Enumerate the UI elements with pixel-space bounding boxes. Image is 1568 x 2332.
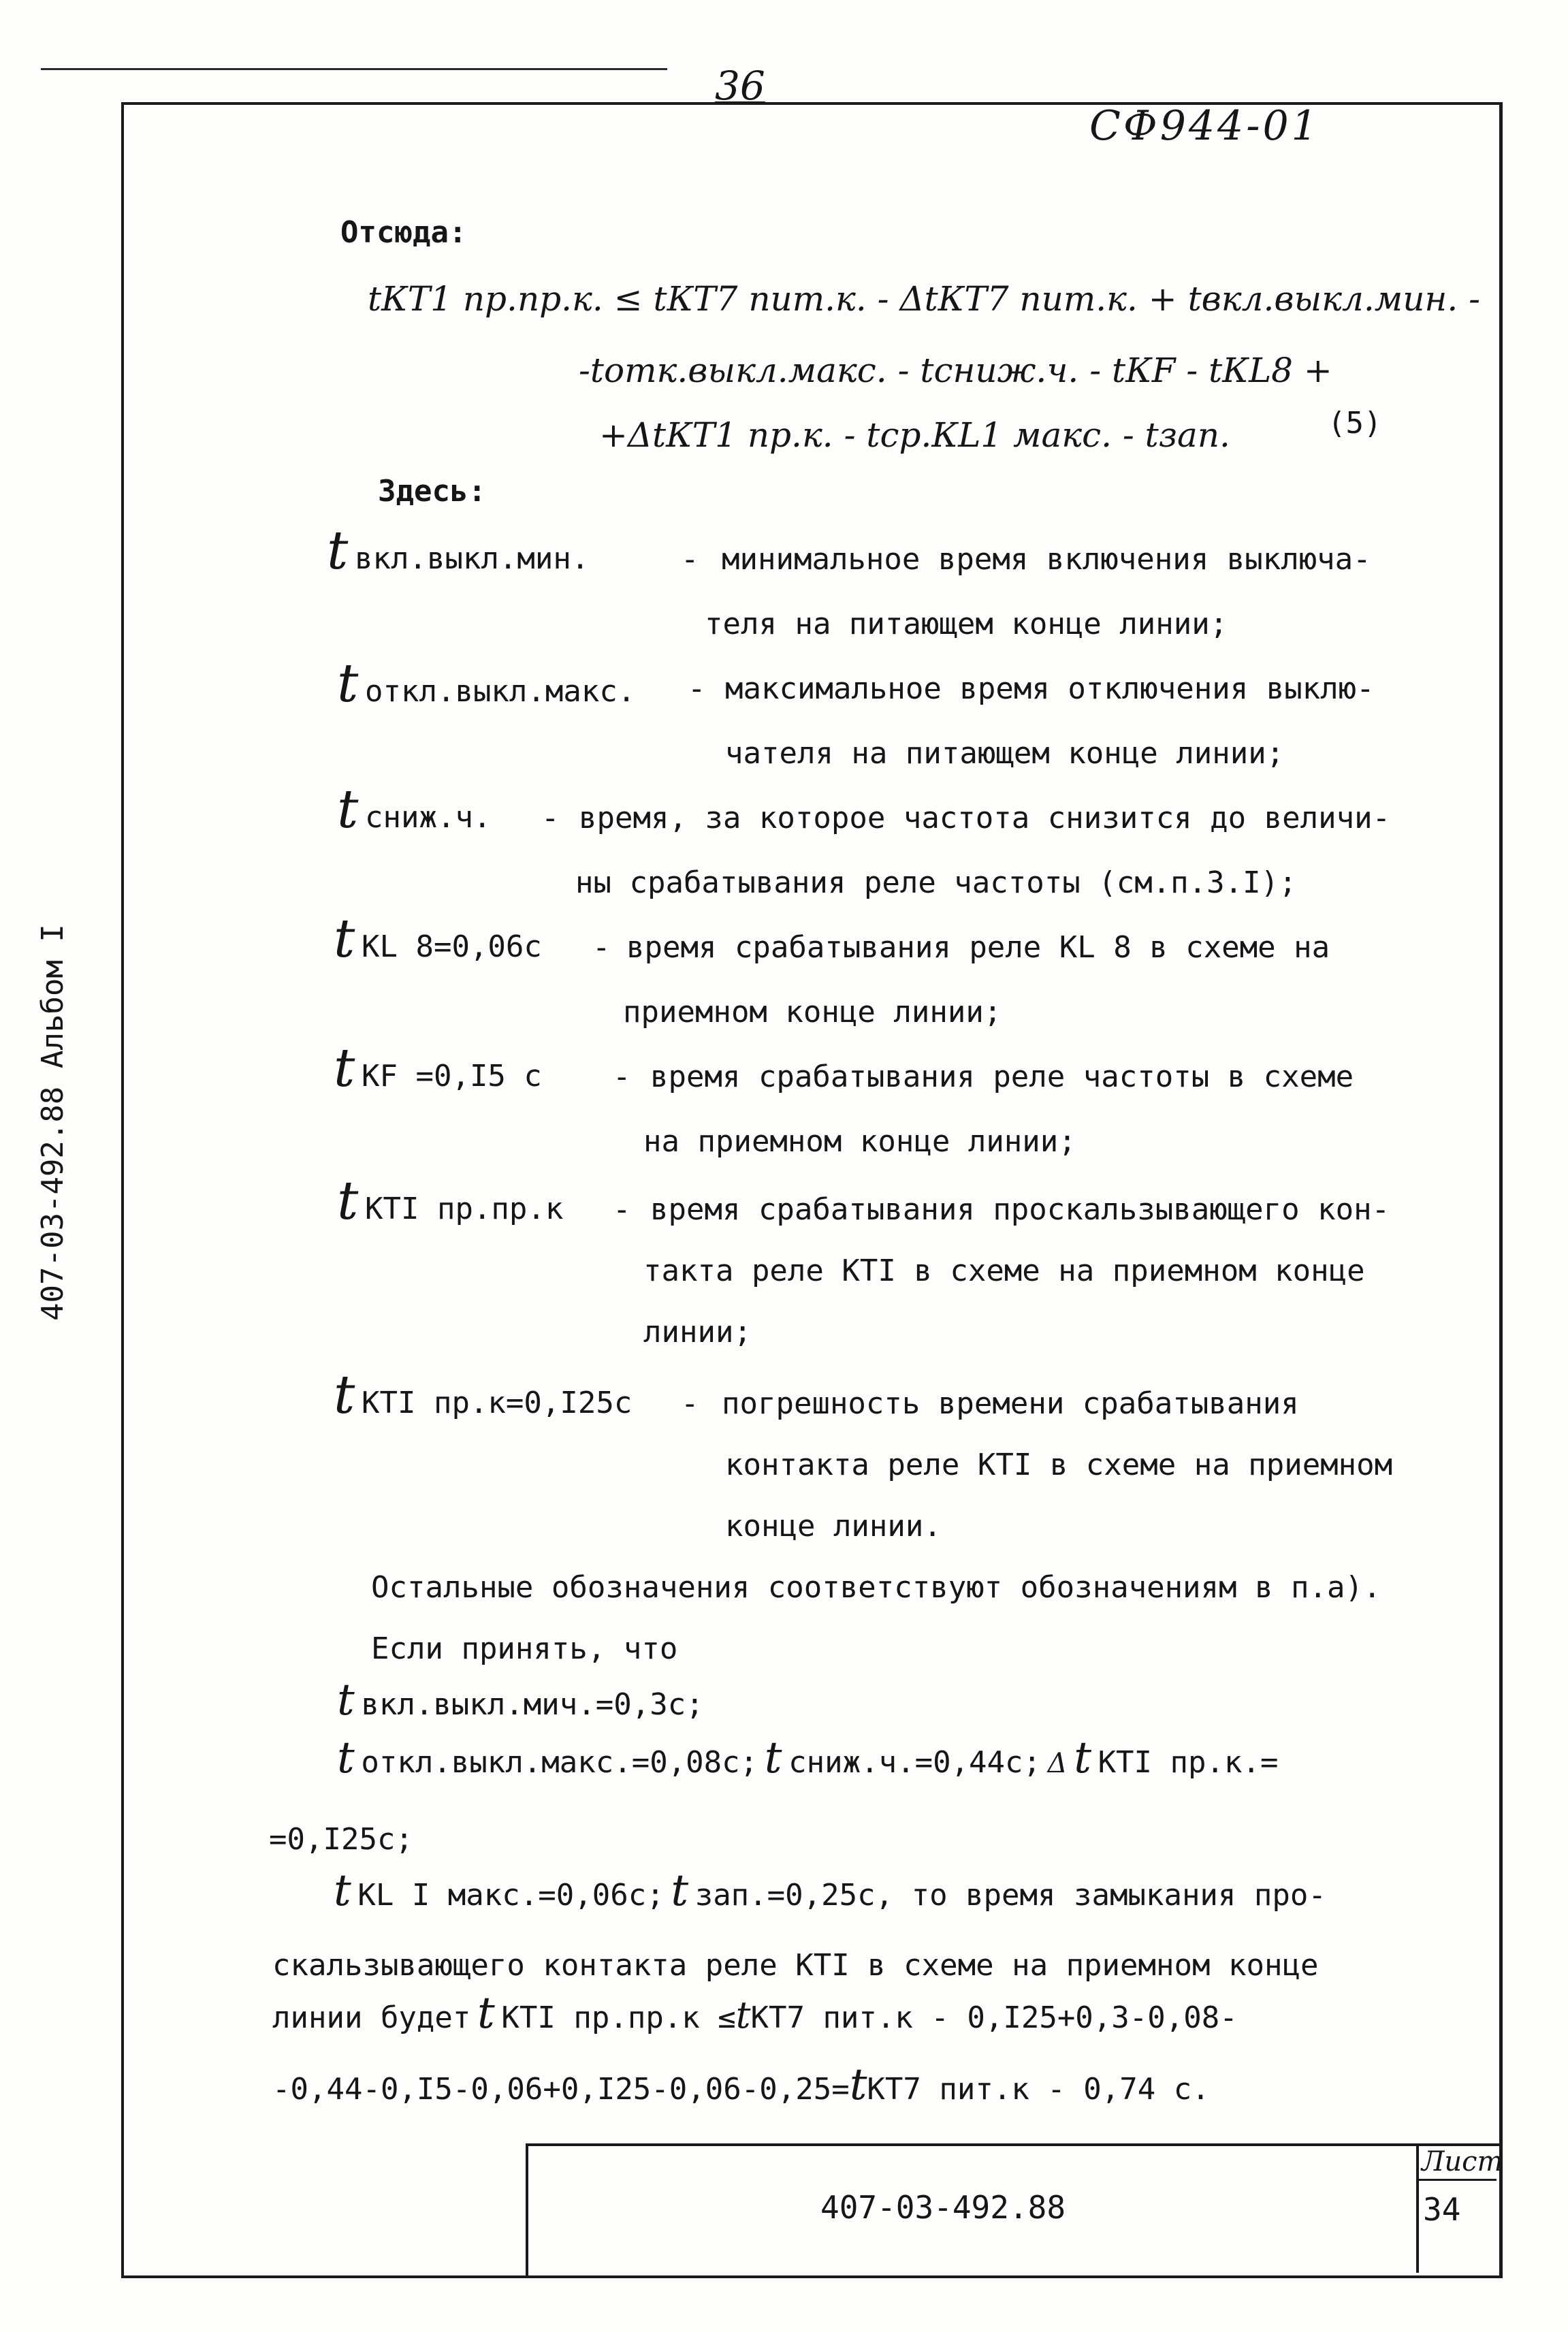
definition-text: приемном конце линии; (623, 995, 1002, 1029)
definition-text: время срабатывания реле КL 8 в схеме на (626, 930, 1330, 965)
definition-text: время, за которое частота снизится до величи- (579, 801, 1391, 835)
definition-symbol: КF =0,I5 с (362, 1059, 542, 1093)
definition-text: на приемном конце линии; (643, 1124, 1076, 1159)
definition-6: t КТI пр.пр.к (337, 1170, 564, 1232)
definition-dash: - (681, 542, 699, 577)
definition-text: время срабатывания реле частоты в схеме (650, 1059, 1354, 1094)
definition-2: t откл.выкл.макс. (337, 653, 636, 714)
definition-symbol: КТI пр.к=0,I25с (362, 1386, 633, 1420)
definition-symbol: КТI пр.пр.к (365, 1192, 564, 1226)
sheet-number: 34 (1423, 2191, 1461, 2228)
definition-1: t вкл.выкл.мин. (327, 520, 590, 581)
definition-text: контакта реле КТI в схеме на приемном (725, 1448, 1393, 1482)
definition-text: время срабатывания проскальзывающего кон- (650, 1192, 1390, 1227)
here-heading: Здесь: (378, 474, 486, 509)
definition-text: погрешность времени срабатывания (722, 1386, 1299, 1421)
document-code: СФ944-01 (1089, 102, 1320, 150)
definition-dash: - (613, 1192, 631, 1227)
side-album-label: 407-03-492.88 Альбом I (35, 924, 70, 1321)
definition-text: минимальное время включения выключа- (722, 542, 1371, 577)
definition-symbol: сниж.ч. (365, 800, 492, 835)
definition-text: максимальное время отключения выклю- (725, 671, 1375, 706)
definition-4: t КL 8=0,06с (334, 908, 542, 970)
definition-text: ны срабатывания реле частоты (см.п.3.I); (575, 865, 1297, 900)
paragraph: Если принять, что (371, 1631, 678, 1666)
definition-dash: - (681, 1386, 699, 1421)
definition-5: t КF =0,I5 с (334, 1038, 542, 1099)
top-rule (41, 68, 667, 70)
value-line: t откл.выкл.макс.=0,08с; t сниж.ч.=0,44с; Δ t КТI пр.к.= (337, 1733, 1279, 1783)
formula-line-1: tКТ1 пр.пр.к. ≤ tКТ7 пит.к. - ΔtКТ7 пит.к. + tвкл.выкл.мин. - (368, 279, 1481, 319)
definition-dash: - (688, 671, 706, 706)
definition-dash: - (541, 801, 560, 835)
formula-number: (5) (1328, 406, 1382, 441)
definition-text: такта реле КТI в схеме на приемном конце (643, 1253, 1365, 1288)
definition-dash: - (592, 930, 611, 965)
paragraph: Остальные обозначения соответствуют обозначениям в п.а). (371, 1570, 1381, 1605)
page-number: 36 (715, 63, 765, 109)
title-block-code: 407-03-492.88 (820, 2189, 1066, 2226)
definition-text: теля на питающем конце линии; (705, 607, 1228, 641)
title-block-divider (1416, 2179, 1497, 2181)
definition-text: линии; (643, 1315, 752, 1349)
definition-text: чателя на питающем конце линии; (725, 736, 1285, 771)
definition-3: t сниж.ч. (337, 779, 492, 840)
title-block-divider (1416, 2143, 1419, 2273)
value-line: t вкл.выкл.мич.=0,3с; (337, 1675, 704, 1725)
value-line: линии будет t КТI пр.пр.к ≤tКТ7 пит.к - 0,I25+0,3-0,08- (272, 1988, 1238, 2039)
intro-text: Отсюда: (340, 215, 467, 250)
formula-line-2: -tотк.выкл.макс. - tсниж.ч. - tКF - tКL8 + (579, 351, 1332, 390)
definition-7: t КТI пр.к=0,I25с (334, 1364, 633, 1426)
definition-symbol: вкл.выкл.мин. (355, 541, 590, 576)
value-line: t КL I макс.=0,06с; t зап.=0,25с, то время замыкания про- (334, 1866, 1326, 1916)
paragraph: скальзывающего контакта реле КТI в схеме на приемном конце (272, 1948, 1319, 1983)
sheet-label: Лист (1422, 2146, 1503, 2177)
definition-text: конце линии. (725, 1509, 942, 1544)
value-line: -0,44-0,I5-0,06+0,I25-0,06-0,25=tКТ7 пит.к - 0,74 с. (272, 2060, 1210, 2110)
definition-symbol: откл.выкл.макс. (365, 674, 636, 709)
definition-dash: - (613, 1059, 631, 1094)
formula-line-3: +ΔtКТ1 пр.к. - tср.КL1 макс. - tзап. (599, 415, 1230, 455)
definition-symbol: КL 8=0,06с (362, 929, 542, 964)
paragraph: =0,I25с; (269, 1822, 413, 1857)
